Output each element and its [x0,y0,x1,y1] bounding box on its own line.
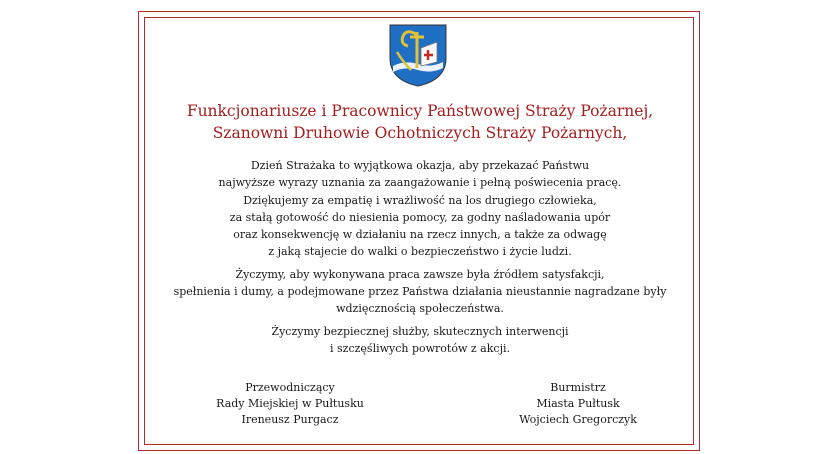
paragraph-1 [150,157,690,191]
paragraph-2 [150,192,690,260]
text-line: Życzymy, aby wykonywana praca zawsze była źródłem satysfakcji, [235,268,605,281]
text-line: z jaką stajecie do walki o bezpieczeństwo i życie ludzi. [268,245,572,258]
text-line: spełnienia i dumy, a podejmowane przez Państwa działania nieustannie nagradzane były [173,285,667,298]
text-line: Dzień Strażaka to wyjątkowa okazja, aby przekazać Państwu [250,159,590,172]
signature-mayor [478,380,678,428]
greeting-title-line2: Szanowni Druhowie Ochotniczych Straży Pożarnych, [212,124,628,142]
signature-person: Wojciech Gregorczyk [519,413,637,426]
paragraph-3 [150,266,690,317]
signature-role: Burmistrz [550,381,606,394]
signature-role: Przewodniczący [245,381,335,394]
text-line: Życzymy bezpiecznej służby, skutecznych interwencji [271,325,569,338]
text-line: wdzięcznością społeczeństwa. [336,302,504,315]
text-line: za stałą gotowość do niesienia pomocy, za godny naśladowania upór [229,211,611,224]
text-line: oraz konsekwencję w działaniu na rzecz innych, a także za odwagę [233,228,607,241]
text-line: i szczęśliwych powrotów z akcji. [330,342,510,355]
paragraph-4 [150,323,690,357]
town-coat-of-arms-icon [387,22,449,88]
text-line: najwyższe wyrazy uznania za zaangażowanie i pełną poświecenia pracę. [218,176,622,189]
greeting-title-line1: Funkcjonariusze i Pracownicy Państwowej Straży Pożarnej, [186,102,654,120]
signature-person: Ireneusz Purgacz [241,413,339,426]
text-line: Dziękujemy za empatię i wrażliwość na los drugiego człowieka, [243,194,597,207]
signature-institution: Rady Miejskiej w Pułtusku [216,397,364,410]
signature-institution: Miasta Pułtusk [536,397,620,410]
signature-council-chair [190,380,390,428]
